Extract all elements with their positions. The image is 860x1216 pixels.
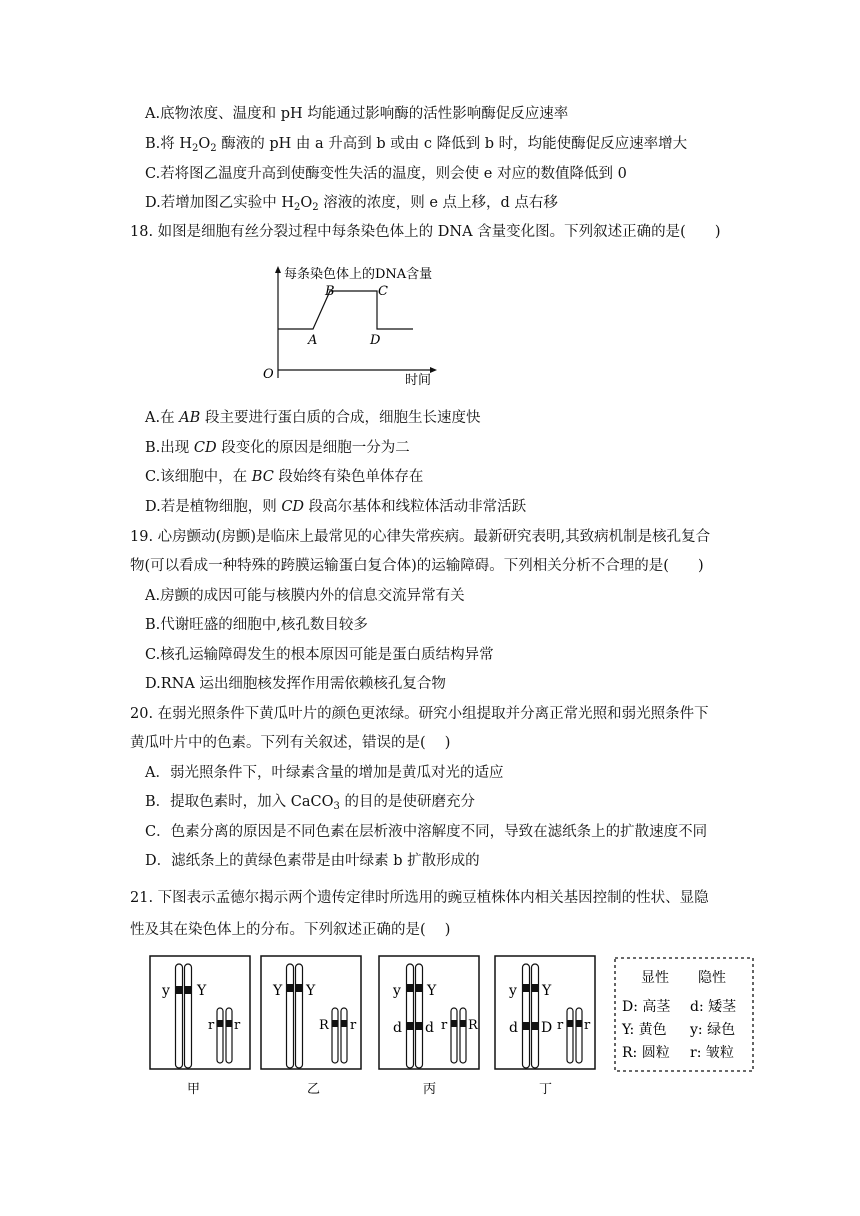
svg-text:y: y bbox=[393, 983, 401, 999]
q20-option-a: A．弱光照条件下，叶绿素含量的增加是黄瓜对光的适应 bbox=[145, 765, 504, 781]
trait-legend bbox=[615, 958, 753, 1071]
panel-yi-label: 乙 bbox=[307, 1082, 321, 1097]
q19-stem-line1: 19. 心房颤动(房颤)是临床上最常见的心律失常疾病。最新研究表明,其致病机制是核孔复合 bbox=[130, 529, 711, 545]
q17-option-b: B.将 $H_2O_2$ 酶液的 pH 由 a 升高到 b 或由 c 降低到 b 时，均能使酶促反应速率增大 bbox=[145, 136, 688, 154]
q17-option-a: A.底物浓度、温度和 pH 均能通过影响酶的活性影响酶促反应速率 bbox=[145, 106, 569, 122]
svg-text:d: d bbox=[425, 1020, 434, 1036]
chart-ylabel: 每条染色体上的DNA含量 bbox=[284, 267, 433, 282]
svg-text:D: 高茎: D: 高茎 bbox=[622, 999, 671, 1015]
panel-yi bbox=[261, 956, 361, 1069]
point-c-label: C bbox=[378, 284, 388, 299]
q17-option-d: D.若增加图乙实验中 $H_2O_2$ 溶液的浓度，则 e 点上移，d 点右移 bbox=[145, 195, 558, 213]
panel-jia-label: 甲 bbox=[187, 1082, 201, 1097]
svg-text:d: d bbox=[393, 1020, 402, 1036]
svg-text:Y: Y bbox=[273, 983, 283, 999]
panel-bing-label: 丙 bbox=[423, 1082, 437, 1097]
q21-stem-line1: 21. 下图表示孟德尔揭示两个遗传定律时所选用的豌豆植株体内相关基因控制的性状、显隐 bbox=[130, 890, 709, 906]
svg-text:r: r bbox=[441, 1018, 448, 1033]
panel-bing bbox=[379, 956, 479, 1069]
svg-text:r: r bbox=[350, 1018, 357, 1033]
svg-text:r: r bbox=[584, 1018, 591, 1033]
svg-text:Y: Y bbox=[306, 983, 316, 999]
svg-text:Y: Y bbox=[197, 983, 207, 999]
svg-text:d: 矮茎: d: 矮茎 bbox=[690, 999, 737, 1015]
chart-origin: O bbox=[263, 367, 274, 382]
panel-ding-label: 丁 bbox=[539, 1082, 553, 1097]
svg-text:R: R bbox=[319, 1018, 329, 1033]
q19-option-c: C.核孔运输障碍发生的根本原因可能是蛋白质结构异常 bbox=[145, 647, 494, 663]
svg-text:r: r bbox=[234, 1018, 241, 1033]
q18-stem: 18. 如图是细胞有丝分裂过程中每条染色体上的 DNA 含量变化图。下列叙述正确的是( ) bbox=[130, 224, 721, 240]
svg-text:Y: 黄色: Y: 黄色 bbox=[622, 1022, 667, 1038]
x-axis-arrow bbox=[430, 367, 437, 373]
svg-text:R: R bbox=[468, 1018, 478, 1033]
svg-text:y: y bbox=[162, 983, 170, 999]
q17-option-c: C.若将图乙温度升高到使酶变性失活的温度，则会使 e 对应的数值降低到 0 bbox=[145, 166, 627, 182]
q21-chromosome-figure bbox=[145, 950, 760, 1100]
svg-text:R: 圆粒: R: 圆粒 bbox=[622, 1045, 670, 1061]
svg-text:r: r bbox=[557, 1018, 564, 1033]
point-d-label: D bbox=[370, 333, 381, 348]
q19-option-d: D.RNA 运出细胞核发挥作用需依赖核孔复合物 bbox=[145, 676, 446, 692]
svg-text:显性: 显性 bbox=[641, 970, 669, 986]
svg-text:Y: Y bbox=[542, 983, 552, 999]
point-b-label: B bbox=[325, 284, 335, 299]
q18-option-c: C.该细胞中，在 BC 段始终有染色单体存在 bbox=[145, 469, 424, 485]
q19-option-b: B.代谢旺盛的细胞中,核孔数目较多 bbox=[145, 617, 368, 633]
q19-stem-line2: 物(可以看成一种特殊的跨膜运输蛋白复合体)的运输障碍。下列相关分析不合理的是( ) bbox=[130, 558, 704, 574]
q20-stem-line2: 黄瓜叶片中的色素。下列有关叙述，错误的是( ) bbox=[130, 735, 451, 751]
svg-text:Y: Y bbox=[427, 983, 437, 999]
q20-option-d: D．滤纸条上的黄绿色素带是由叶绿素 b 扩散形成的 bbox=[145, 853, 480, 869]
svg-text:隐性: 隐性 bbox=[698, 970, 726, 986]
dna-content-line bbox=[278, 291, 413, 329]
panel-ding bbox=[495, 956, 595, 1069]
y-axis-arrow bbox=[275, 266, 281, 273]
q20-stem-line1: 20. 在弱光照条件下黄瓜叶片的颜色更浓绿。研究小组提取并分离正常光照和弱光照条件下 bbox=[130, 706, 709, 722]
panel-jia bbox=[150, 956, 250, 1069]
q21-stem-line2: 性及其在染色体上的分布。下列叙述正确的是( ) bbox=[130, 922, 451, 938]
q18-dna-chart bbox=[255, 258, 455, 393]
q18-option-d: D.若是植物细胞，则 CD 段高尔基体和线粒体活动非常活跃 bbox=[145, 499, 527, 515]
svg-text:y: y bbox=[509, 983, 517, 999]
q20-option-b: B．提取色素时，加入 CaCO$_3$ 的目的是使研磨充分 bbox=[145, 794, 475, 812]
svg-text:d: d bbox=[509, 1020, 518, 1036]
q18-option-b: B.出现 CD 段变化的原因是细胞一分为二 bbox=[145, 440, 410, 456]
svg-text:r: r bbox=[208, 1018, 215, 1033]
chart-xlabel: 时间 bbox=[405, 373, 432, 388]
svg-text:r: 皱粒: r: 皱粒 bbox=[690, 1045, 734, 1061]
svg-text:y: 绿色: y: 绿色 bbox=[690, 1022, 736, 1038]
point-a-label: A bbox=[308, 333, 318, 348]
q19-option-a: A.房颤的成因可能与核膜内外的信息交流异常有关 bbox=[145, 588, 465, 604]
svg-text:D: D bbox=[541, 1020, 553, 1036]
q18-option-a: A.在 AB 段主要进行蛋白质的合成，细胞生长速度快 bbox=[145, 410, 481, 426]
q20-option-c: C．色素分离的原因是不同色素在层析液中溶解度不同，导致在滤纸条上的扩散速度不同 bbox=[145, 824, 708, 840]
